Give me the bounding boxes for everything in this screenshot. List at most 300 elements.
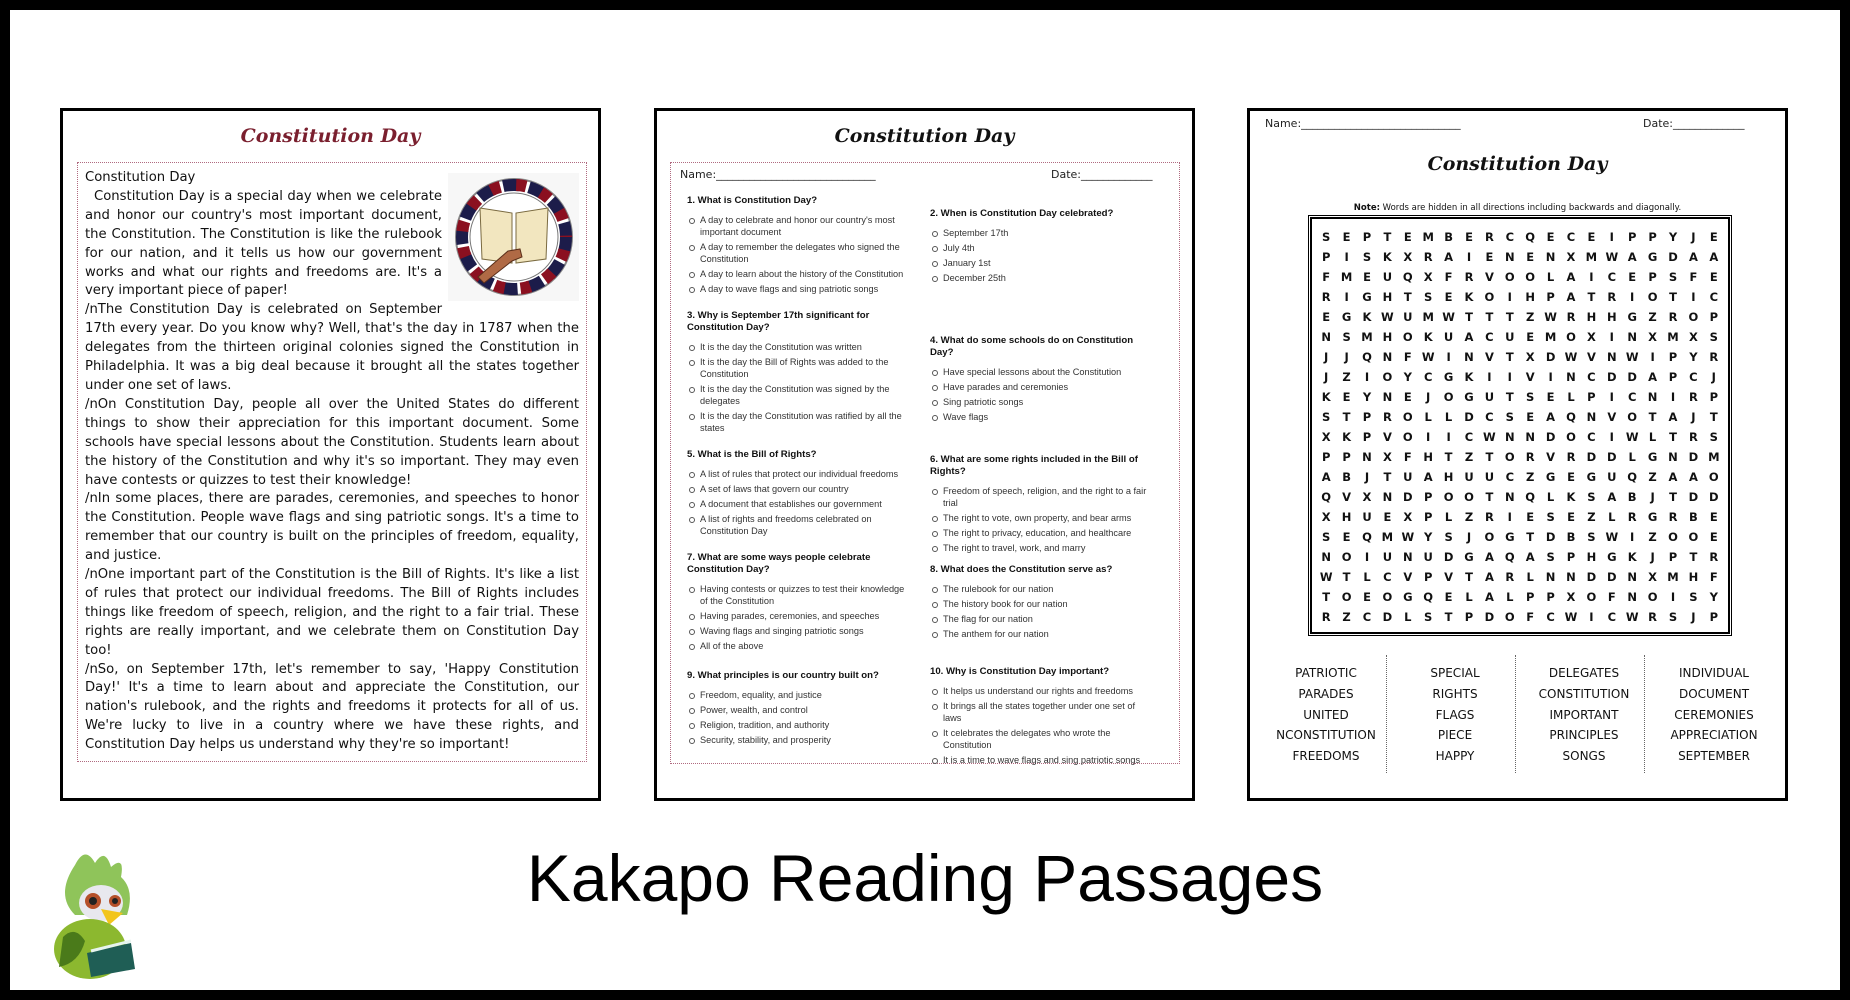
grid-letter[interactable]: D <box>1443 550 1454 564</box>
grid-letter[interactable]: D <box>1607 450 1617 464</box>
grid-letter[interactable]: R <box>1688 390 1698 404</box>
grid-letter[interactable]: N <box>1504 490 1515 504</box>
grid-letter[interactable]: S <box>1709 330 1718 344</box>
grid-letter[interactable]: U <box>1484 390 1495 404</box>
grid-letter[interactable]: O <box>1382 590 1393 604</box>
answer-option[interactable]: It is the day the Constitution was signed by the delegates <box>687 383 912 407</box>
answer-option[interactable]: The anthem for our nation <box>930 628 1155 640</box>
grid-letter[interactable]: D <box>1403 490 1413 504</box>
grid-letter[interactable]: I <box>1344 250 1349 264</box>
grid-letter[interactable]: N <box>1504 430 1515 444</box>
grid-letter[interactable]: P <box>1648 230 1657 244</box>
grid-letter[interactable]: N <box>1382 390 1393 404</box>
grid-letter[interactable]: O <box>1708 470 1719 484</box>
grid-letter[interactable]: E <box>1322 310 1331 324</box>
answer-option[interactable]: All of the above <box>687 640 912 652</box>
grid-letter[interactable]: R <box>1607 290 1617 304</box>
grid-letter[interactable]: L <box>1444 510 1453 524</box>
grid-letter[interactable]: Q <box>1362 530 1372 544</box>
grid-letter[interactable]: R <box>1505 570 1515 584</box>
grid-letter[interactable]: R <box>1709 550 1719 564</box>
grid-letter[interactable]: M <box>1422 230 1434 244</box>
grid-letter[interactable]: E <box>1526 410 1535 424</box>
grid-letter[interactable]: U <box>1505 330 1515 344</box>
grid-letter[interactable]: T <box>1322 590 1331 604</box>
grid-letter[interactable]: N <box>1668 450 1678 464</box>
answer-option[interactable]: Waving flags and singing patriotic songs <box>687 625 912 637</box>
grid-letter[interactable]: T <box>1403 290 1412 304</box>
answer-option[interactable]: The rulebook for our nation <box>930 583 1155 595</box>
grid-letter[interactable]: A <box>1709 250 1719 264</box>
grid-letter[interactable]: A <box>1423 470 1433 484</box>
grid-letter[interactable]: Y <box>1668 230 1678 244</box>
grid-letter[interactable]: N <box>1504 250 1515 264</box>
grid-letter[interactable]: O <box>1504 270 1515 284</box>
grid-letter[interactable]: D <box>1464 410 1474 424</box>
grid-letter[interactable]: D <box>1668 250 1678 264</box>
grid-letter[interactable]: K <box>1627 550 1637 564</box>
grid-letter[interactable]: L <box>1404 610 1412 624</box>
grid-letter[interactable]: L <box>1363 570 1371 584</box>
grid-letter[interactable]: G <box>1545 470 1556 484</box>
answer-option[interactable]: A list of rules that protect our individual freedoms <box>687 468 912 480</box>
grid-letter[interactable]: X <box>1566 250 1576 264</box>
grid-letter[interactable]: G <box>1443 370 1454 384</box>
grid-letter[interactable]: T <box>1444 450 1453 464</box>
grid-letter[interactable]: S <box>1587 530 1596 544</box>
grid-letter[interactable]: Z <box>1342 370 1351 384</box>
grid-letter[interactable]: P <box>1546 590 1555 604</box>
grid-letter[interactable]: A <box>1525 550 1535 564</box>
grid-letter[interactable]: C <box>1587 430 1596 444</box>
grid-letter[interactable]: Y <box>1709 590 1718 604</box>
grid-letter[interactable]: D <box>1627 370 1637 384</box>
grid-letter[interactable]: T <box>1465 570 1473 584</box>
grid-letter[interactable]: E <box>1567 470 1575 484</box>
grid-letter[interactable]: F <box>1689 270 1698 284</box>
grid-letter[interactable]: W <box>1625 430 1639 444</box>
grid-letter[interactable]: H <box>1341 510 1352 524</box>
answer-option[interactable]: A list of rights and freedoms celebrated on Constitution Day <box>687 513 912 537</box>
grid-letter[interactable]: R <box>1709 350 1719 364</box>
answer-option[interactable]: A set of laws that govern our country <box>687 483 912 495</box>
grid-letter[interactable]: R <box>1321 610 1331 624</box>
grid-letter[interactable]: O <box>1464 490 1474 504</box>
answer-option[interactable]: September 17th <box>930 227 1155 239</box>
grid-letter[interactable]: Z <box>1648 470 1657 484</box>
grid-letter[interactable]: G <box>1403 590 1413 604</box>
grid-letter[interactable]: S <box>1546 510 1555 524</box>
grid-letter[interactable]: D <box>1688 450 1699 464</box>
grid-letter[interactable]: P <box>1362 430 1372 444</box>
date-field[interactable]: Date:_____________ <box>1643 117 1745 130</box>
grid-letter[interactable]: I <box>1670 390 1676 404</box>
grid-letter[interactable]: T <box>1485 310 1494 324</box>
grid-letter[interactable]: Q <box>1627 470 1638 484</box>
grid-letter[interactable]: I <box>1548 370 1553 384</box>
grid-letter[interactable]: N <box>1627 590 1637 604</box>
grid-letter[interactable]: B <box>1627 490 1637 504</box>
answer-option[interactable]: December 25th <box>930 272 1155 284</box>
grid-letter[interactable]: Q <box>1321 490 1332 504</box>
grid-letter[interactable]: S <box>1424 290 1433 304</box>
grid-letter[interactable]: X <box>1566 590 1576 604</box>
grid-letter[interactable]: J <box>1324 370 1329 384</box>
grid-letter[interactable]: L <box>1506 590 1514 604</box>
grid-letter[interactable]: T <box>1505 310 1514 324</box>
grid-letter[interactable]: N <box>1382 490 1393 504</box>
answer-option[interactable]: A document that establishes our government <box>687 498 912 510</box>
grid-letter[interactable]: N <box>1566 570 1576 584</box>
grid-letter[interactable]: T <box>1342 570 1351 584</box>
grid-letter[interactable]: G <box>1505 530 1515 544</box>
grid-letter[interactable]: T <box>1669 290 1677 304</box>
grid-letter[interactable]: P <box>1321 250 1331 264</box>
grid-letter[interactable]: J <box>1691 610 1696 624</box>
grid-letter[interactable]: Z <box>1464 510 1474 524</box>
grid-letter[interactable]: J <box>1691 230 1696 244</box>
grid-letter[interactable]: J <box>1364 470 1370 484</box>
grid-letter[interactable]: F <box>1607 590 1616 604</box>
grid-letter[interactable]: E <box>1342 230 1351 244</box>
answer-option[interactable]: A day to learn about the history of the Constitution <box>687 268 912 280</box>
grid-letter[interactable]: V <box>1444 570 1454 584</box>
grid-letter[interactable]: R <box>1464 270 1474 284</box>
answer-option[interactable]: The right to vote, own property, and bear arms <box>930 512 1155 524</box>
grid-letter[interactable]: J <box>1650 550 1655 564</box>
grid-letter[interactable]: N <box>1586 410 1597 424</box>
grid-letter[interactable]: P <box>1546 290 1555 304</box>
grid-letter[interactable]: E <box>1709 510 1718 524</box>
grid-letter[interactable]: L <box>1546 490 1555 504</box>
answer-option[interactable]: A day to remember the delegates who signed the Constitution <box>687 241 912 265</box>
grid-letter[interactable]: P <box>1587 390 1596 404</box>
grid-letter[interactable]: C <box>1627 390 1637 404</box>
grid-letter[interactable]: I <box>1487 370 1492 384</box>
grid-letter[interactable]: I <box>1466 250 1472 264</box>
grid-letter[interactable]: E <box>1342 390 1351 404</box>
grid-letter[interactable]: P <box>1709 390 1718 404</box>
grid-letter[interactable]: P <box>1668 550 1678 564</box>
grid-letter[interactable]: P <box>1627 230 1637 244</box>
grid-letter[interactable]: E <box>1403 230 1412 244</box>
grid-letter[interactable]: T <box>1485 490 1494 504</box>
grid-letter[interactable]: G <box>1586 470 1597 484</box>
grid-letter[interactable]: S <box>1668 610 1678 624</box>
grid-letter[interactable]: A <box>1668 470 1678 484</box>
grid-letter[interactable]: Q <box>1362 350 1372 364</box>
grid-letter[interactable]: P <box>1362 410 1372 424</box>
grid-letter[interactable]: E <box>1363 270 1371 284</box>
grid-letter[interactable]: N <box>1321 550 1331 564</box>
grid-letter[interactable]: H <box>1586 550 1597 564</box>
grid-letter[interactable]: S <box>1322 530 1331 544</box>
grid-letter[interactable]: O <box>1341 550 1352 564</box>
grid-letter[interactable]: O <box>1402 410 1413 424</box>
grid-letter[interactable]: X <box>1525 350 1535 364</box>
grid-letter[interactable]: V <box>1484 350 1494 364</box>
grid-letter[interactable]: F <box>1322 270 1331 284</box>
grid-letter[interactable]: C <box>1464 430 1474 444</box>
grid-letter[interactable]: E <box>1383 510 1392 524</box>
grid-letter[interactable]: P <box>1423 490 1433 504</box>
grid-letter[interactable]: D <box>1607 370 1617 384</box>
grid-letter[interactable]: A <box>1321 470 1331 484</box>
grid-letter[interactable]: Q <box>1504 550 1515 564</box>
grid-letter[interactable]: K <box>1464 290 1474 304</box>
grid-letter[interactable]: Y <box>1424 530 1433 544</box>
grid-letter[interactable]: X <box>1321 430 1331 444</box>
grid-letter[interactable]: M <box>1340 270 1353 284</box>
grid-letter[interactable]: B <box>1689 510 1698 524</box>
grid-letter[interactable]: X <box>1648 330 1658 344</box>
grid-letter[interactable]: P <box>1566 550 1576 564</box>
grid-letter[interactable]: D <box>1586 570 1597 584</box>
grid-letter[interactable]: P <box>1668 350 1678 364</box>
grid-letter[interactable]: J <box>1691 410 1696 424</box>
grid-letter[interactable]: I <box>1609 230 1614 244</box>
grid-letter[interactable]: W <box>1605 250 1619 264</box>
grid-letter[interactable]: Z <box>1342 610 1351 624</box>
grid-letter[interactable]: D <box>1607 570 1617 584</box>
grid-letter[interactable]: U <box>1443 330 1454 344</box>
grid-letter[interactable]: N <box>1464 350 1474 364</box>
grid-letter[interactable]: K <box>1566 490 1576 504</box>
grid-letter[interactable]: U <box>1382 550 1393 564</box>
grid-letter[interactable]: X <box>1586 330 1596 344</box>
grid-letter[interactable]: Y <box>1689 350 1698 364</box>
answer-option[interactable]: The flag for our nation <box>930 613 1155 625</box>
grid-letter[interactable]: D <box>1545 430 1556 444</box>
grid-letter[interactable]: Q <box>1423 590 1434 604</box>
grid-letter[interactable]: U <box>1423 550 1433 564</box>
grid-letter[interactable]: L <box>1546 270 1555 284</box>
grid-letter[interactable]: J <box>1344 350 1349 364</box>
grid-letter[interactable]: F <box>1709 570 1718 584</box>
grid-letter[interactable]: N <box>1382 350 1393 364</box>
grid-letter[interactable]: K <box>1464 370 1474 384</box>
grid-letter[interactable]: O <box>1688 530 1699 544</box>
grid-letter[interactable]: I <box>1426 430 1431 444</box>
grid-letter[interactable]: E <box>1465 230 1473 244</box>
grid-letter[interactable]: I <box>1609 390 1614 404</box>
answer-option[interactable]: July 4th <box>930 242 1155 254</box>
grid-letter[interactable]: I <box>1650 350 1655 364</box>
grid-letter[interactable]: B <box>1444 230 1453 244</box>
grid-letter[interactable]: C <box>1485 330 1494 344</box>
answer-option[interactable]: Have special lessons about the Constitution <box>930 366 1155 378</box>
grid-letter[interactable]: H <box>1688 570 1699 584</box>
grid-letter[interactable]: Z <box>1648 530 1657 544</box>
answer-option[interactable]: It helps us understand our rights and freedoms <box>930 685 1155 697</box>
grid-letter[interactable]: J <box>1466 530 1472 544</box>
grid-letter[interactable]: N <box>1545 250 1556 264</box>
grid-letter[interactable]: L <box>1608 510 1616 524</box>
answer-option[interactable]: It celebrates the delegates who wrote the Constitution <box>930 727 1155 751</box>
grid-letter[interactable]: F <box>1403 350 1412 364</box>
grid-letter[interactable]: Q <box>1525 230 1536 244</box>
grid-letter[interactable]: S <box>1362 250 1372 264</box>
grid-letter[interactable]: W <box>1442 310 1455 324</box>
grid-letter[interactable]: I <box>1691 290 1696 304</box>
grid-letter[interactable]: W <box>1564 610 1578 624</box>
grid-letter[interactable]: E <box>1709 270 1718 284</box>
grid-letter[interactable]: E <box>1363 590 1371 604</box>
grid-letter[interactable]: T <box>1669 490 1677 504</box>
grid-letter[interactable]: B <box>1342 470 1351 484</box>
grid-letter[interactable]: C <box>1546 610 1555 624</box>
grid-letter[interactable]: O <box>1341 590 1352 604</box>
grid-letter[interactable]: E <box>1709 230 1718 244</box>
grid-letter[interactable]: O <box>1586 590 1597 604</box>
grid-letter[interactable]: V <box>1586 350 1596 364</box>
grid-letter[interactable]: O <box>1484 530 1495 544</box>
grid-letter[interactable]: Q <box>1566 410 1576 424</box>
grid-letter[interactable]: O <box>1566 330 1576 344</box>
grid-letter[interactable]: U <box>1403 310 1413 324</box>
grid-letter[interactable]: T <box>1689 550 1698 564</box>
grid-letter[interactable]: P <box>1709 310 1718 324</box>
grid-letter[interactable]: W <box>1421 350 1435 364</box>
grid-letter[interactable]: C <box>1587 370 1596 384</box>
grid-letter[interactable]: M <box>1381 530 1394 544</box>
grid-letter[interactable]: T <box>1505 350 1514 364</box>
grid-letter[interactable]: K <box>1423 330 1433 344</box>
grid-letter[interactable]: M <box>1585 250 1598 264</box>
grid-letter[interactable]: K <box>1321 390 1331 404</box>
grid-letter[interactable]: O <box>1504 610 1515 624</box>
answer-option[interactable]: Sing patriotic songs <box>930 396 1155 408</box>
grid-letter[interactable]: U <box>1403 470 1413 484</box>
grid-letter[interactable]: R <box>1423 250 1433 264</box>
grid-letter[interactable]: N <box>1627 570 1637 584</box>
grid-letter[interactable]: K <box>1362 310 1372 324</box>
grid-letter[interactable]: J <box>1324 350 1329 364</box>
answer-option[interactable]: It is the day the Bill of Rights was added to the Constitution <box>687 356 912 380</box>
grid-letter[interactable]: O <box>1443 490 1454 504</box>
grid-letter[interactable]: O <box>1647 290 1658 304</box>
grid-letter[interactable]: A <box>1546 410 1556 424</box>
grid-letter[interactable]: G <box>1341 310 1352 324</box>
grid-letter[interactable]: I <box>1630 290 1635 304</box>
grid-letter[interactable]: G <box>1647 510 1658 524</box>
answer-option[interactable]: It is a time to wave flags and sing patriotic songs <box>930 754 1155 766</box>
grid-letter[interactable]: M <box>1544 330 1557 344</box>
name-field[interactable]: Name:_____________________________ <box>680 168 876 181</box>
grid-letter[interactable]: L <box>1444 410 1453 424</box>
grid-letter[interactable]: F <box>1403 450 1412 464</box>
grid-letter[interactable]: R <box>1321 290 1331 304</box>
grid-letter[interactable]: T <box>1465 310 1473 324</box>
grid-letter[interactable]: P <box>1423 570 1433 584</box>
grid-letter[interactable]: S <box>1587 490 1596 504</box>
grid-letter[interactable]: X <box>1688 330 1698 344</box>
grid-letter[interactable]: O <box>1647 590 1658 604</box>
grid-letter[interactable]: Z <box>1648 310 1657 324</box>
grid-letter[interactable]: N <box>1402 550 1413 564</box>
grid-letter[interactable]: I <box>1446 430 1451 444</box>
grid-letter[interactable]: E <box>1628 270 1637 284</box>
grid-letter[interactable]: W <box>1483 430 1496 444</box>
grid-letter[interactable]: S <box>1424 610 1433 624</box>
grid-letter[interactable]: N <box>1647 390 1658 404</box>
grid-letter[interactable]: O <box>1668 530 1678 544</box>
name-field[interactable]: Name:_____________________________ <box>1265 117 1461 130</box>
grid-letter[interactable]: V <box>1546 450 1556 464</box>
grid-letter[interactable]: O <box>1402 330 1413 344</box>
grid-letter[interactable]: F <box>1444 270 1453 284</box>
grid-letter[interactable]: W <box>1625 350 1639 364</box>
date-field[interactable]: Date:_____________ <box>1051 168 1153 181</box>
grid-letter[interactable]: R <box>1484 510 1494 524</box>
grid-letter[interactable]: R <box>1566 310 1576 324</box>
grid-letter[interactable]: Y <box>1403 370 1412 384</box>
grid-letter[interactable]: V <box>1484 270 1494 284</box>
answer-option[interactable]: Religion, tradition, and authority <box>687 719 912 731</box>
grid-letter[interactable]: V <box>1403 570 1413 584</box>
grid-letter[interactable]: R <box>1668 510 1678 524</box>
grid-letter[interactable]: Y <box>1362 390 1372 404</box>
grid-letter[interactable]: E <box>1587 230 1596 244</box>
grid-letter[interactable]: I <box>1609 430 1614 444</box>
grid-letter[interactable]: A <box>1484 570 1494 584</box>
grid-letter[interactable]: D <box>1545 350 1556 364</box>
grid-letter[interactable]: C <box>1383 570 1392 584</box>
grid-letter[interactable]: L <box>1465 590 1473 604</box>
answer-option[interactable]: A day to wave flags and sing patriotic songs <box>687 283 912 295</box>
grid-letter[interactable]: I <box>1344 290 1349 304</box>
answer-option[interactable]: It brings all the states together under one set of laws <box>930 700 1155 724</box>
grid-letter[interactable]: W <box>1625 610 1639 624</box>
answer-option[interactable]: Freedom, equality, and justice <box>687 689 912 701</box>
grid-letter[interactable]: Q <box>1525 490 1536 504</box>
grid-letter[interactable]: N <box>1321 330 1331 344</box>
grid-letter[interactable]: X <box>1423 270 1433 284</box>
grid-letter[interactable]: O <box>1443 390 1454 404</box>
grid-letter[interactable]: U <box>1464 470 1474 484</box>
grid-letter[interactable]: I <box>1630 530 1635 544</box>
grid-letter[interactable]: P <box>1464 610 1474 624</box>
grid-letter[interactable]: P <box>1362 230 1372 244</box>
grid-letter[interactable]: T <box>1383 230 1392 244</box>
grid-letter[interactable]: V <box>1525 370 1535 384</box>
grid-letter[interactable]: P <box>1668 370 1678 384</box>
grid-letter[interactable]: X <box>1648 570 1658 584</box>
grid-letter[interactable]: A <box>1566 290 1576 304</box>
answer-option[interactable]: Having contests or quizzes to test their knowledge of the Constitution <box>687 583 912 607</box>
grid-letter[interactable]: H <box>1423 450 1433 464</box>
grid-letter[interactable]: I <box>1589 610 1594 624</box>
grid-letter[interactable]: W <box>1401 530 1415 544</box>
grid-letter[interactable]: X <box>1403 250 1413 264</box>
grid-letter[interactable]: P <box>1525 590 1535 604</box>
grid-letter[interactable]: U <box>1607 470 1617 484</box>
grid-letter[interactable]: A <box>1648 370 1658 384</box>
grid-letter[interactable]: V <box>1382 430 1392 444</box>
grid-letter[interactable]: C <box>1485 410 1494 424</box>
grid-letter[interactable]: S <box>1709 430 1718 444</box>
grid-letter[interactable]: G <box>1464 550 1474 564</box>
grid-letter[interactable]: Z <box>1587 510 1596 524</box>
grid-letter[interactable]: E <box>1526 330 1535 344</box>
grid-letter[interactable]: T <box>1342 410 1351 424</box>
grid-letter[interactable]: C <box>1607 270 1617 284</box>
grid-letter[interactable]: M <box>1361 330 1373 344</box>
grid-letter[interactable]: D <box>1709 490 1719 504</box>
grid-letter[interactable]: F <box>1526 610 1535 624</box>
grid-letter[interactable]: L <box>1648 430 1657 444</box>
grid-letter[interactable]: T <box>1648 410 1657 424</box>
